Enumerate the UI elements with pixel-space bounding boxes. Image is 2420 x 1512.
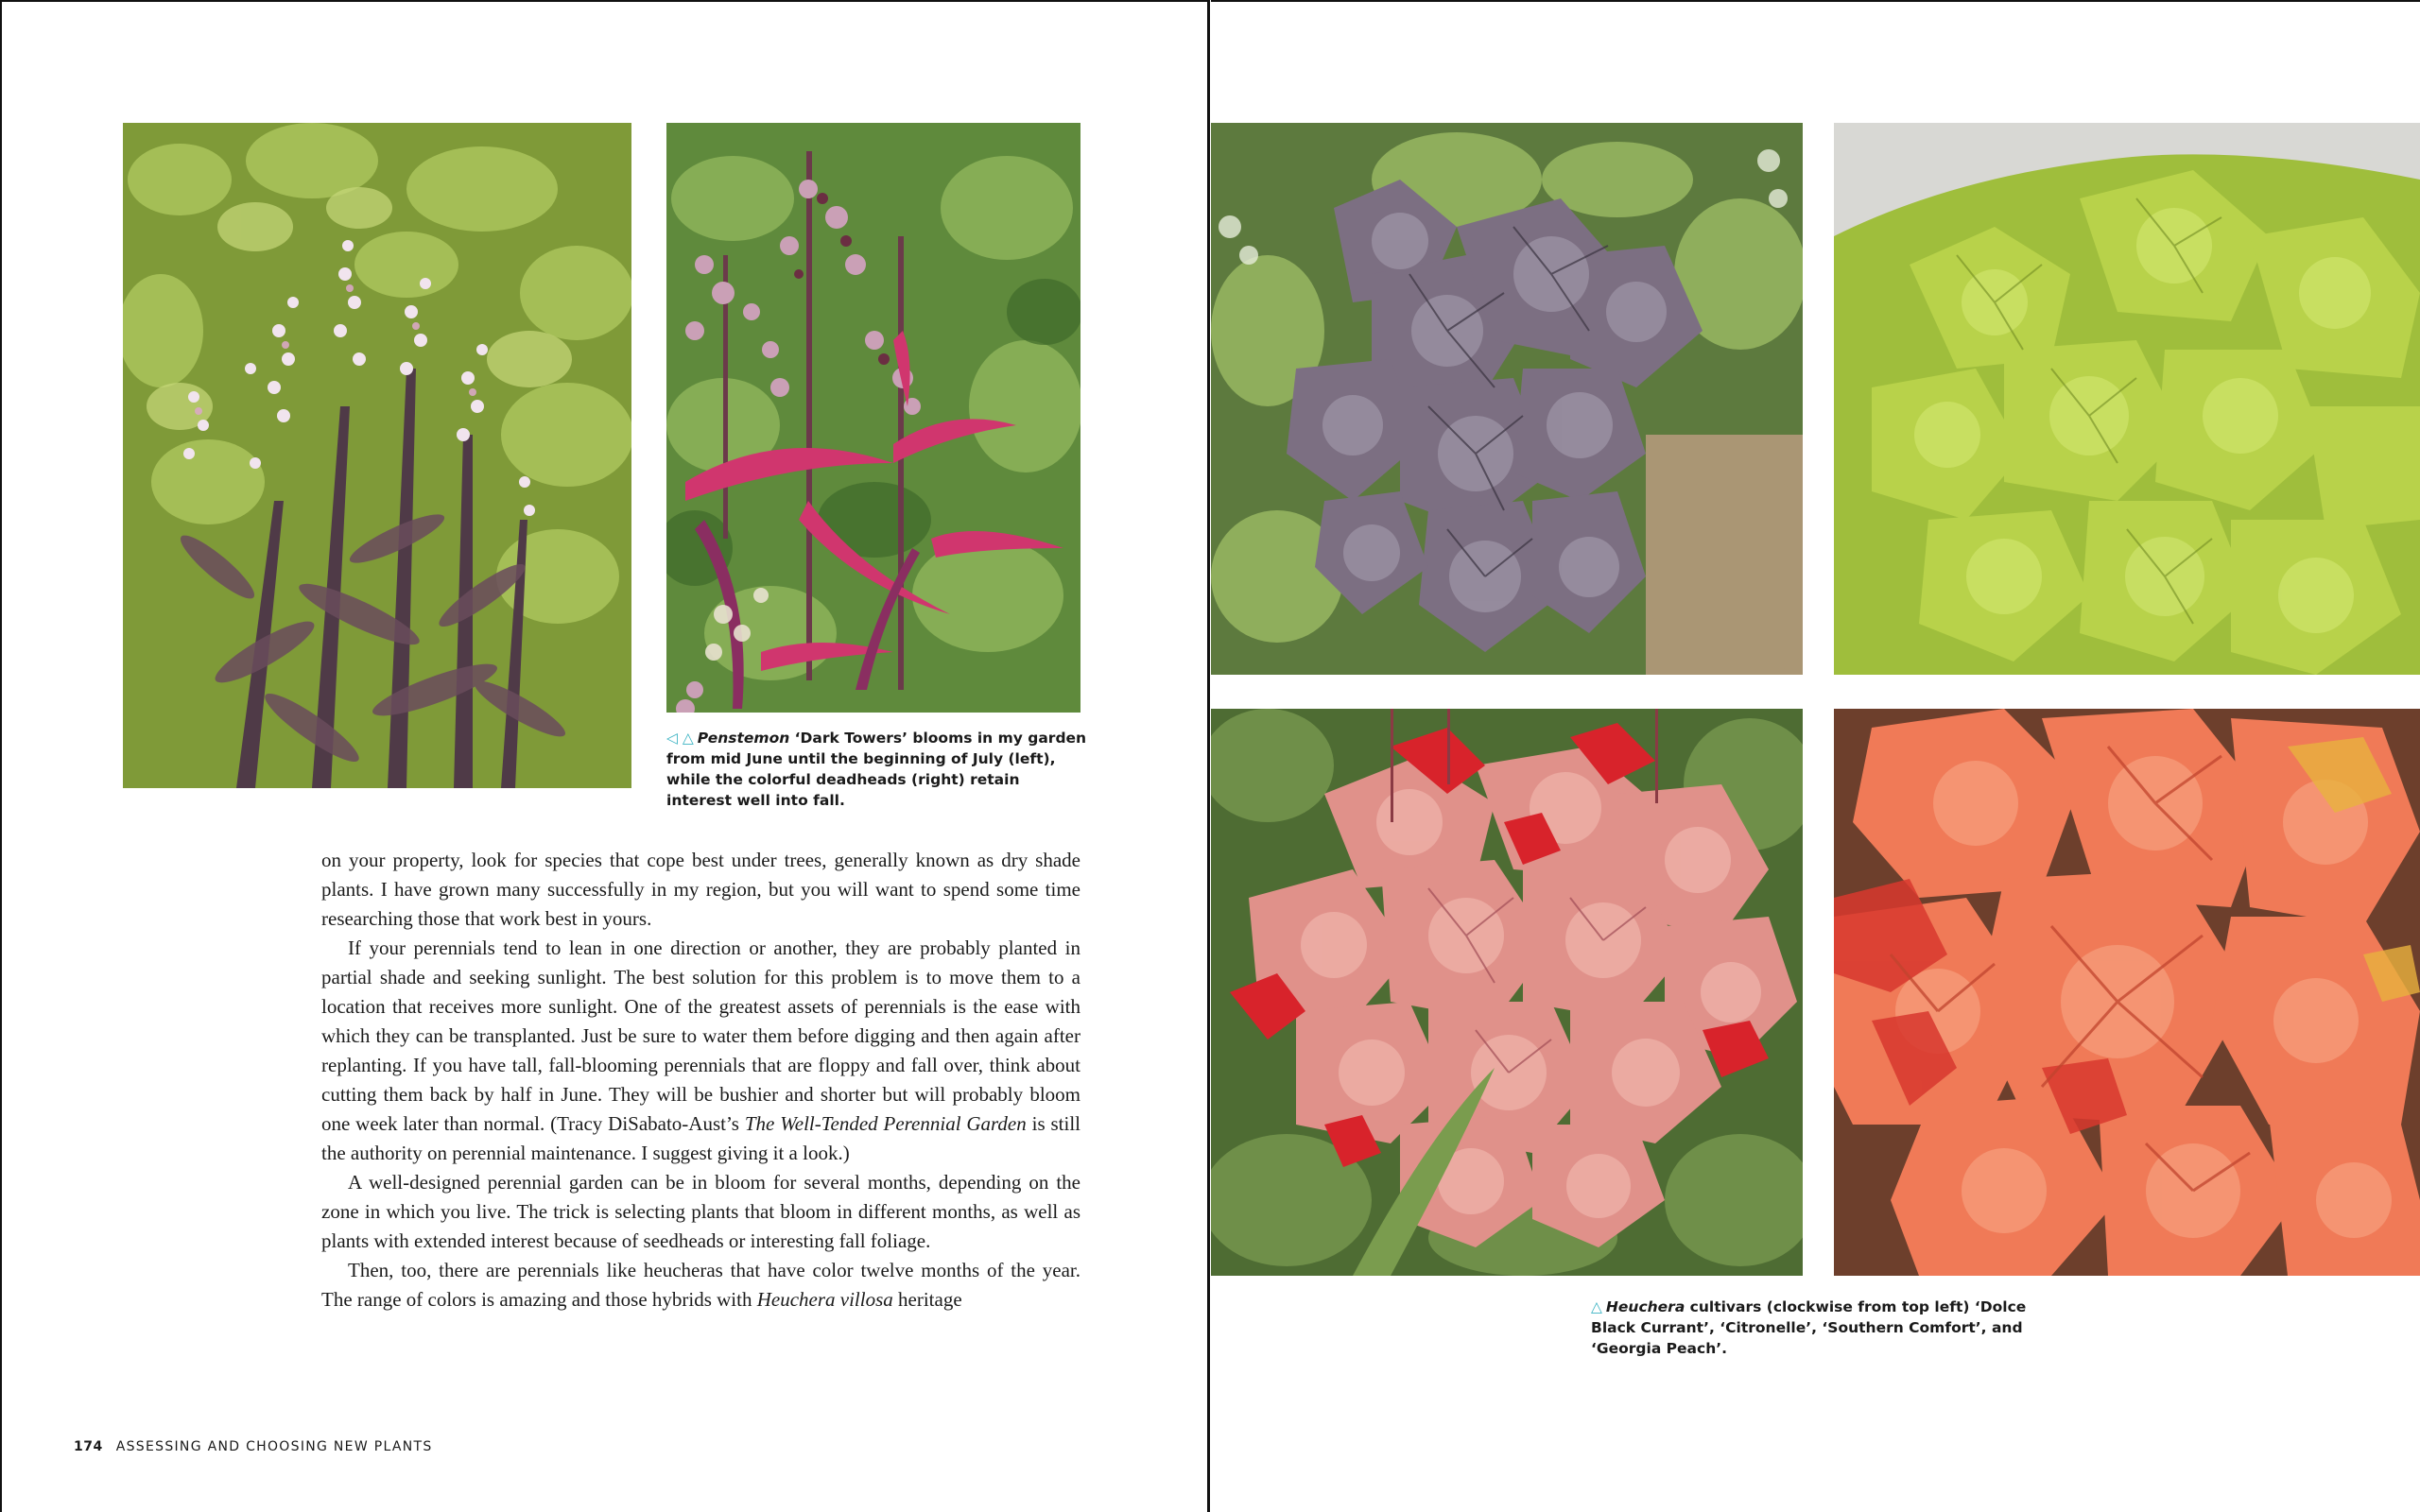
caption-genus: Penstemon xyxy=(697,730,790,747)
photo-southern-comfort xyxy=(1211,709,1803,1276)
caption-triangle-icon: △ xyxy=(1591,1298,1602,1315)
page-footer xyxy=(74,1439,433,1454)
running-head: ASSESSING AND CHOOSING NEW PLANTS xyxy=(115,1439,433,1454)
species-name: Heuchera villosa xyxy=(756,1288,893,1311)
body-text xyxy=(321,846,1080,1314)
gutter-rule xyxy=(1207,0,1210,1512)
left-page xyxy=(0,0,1209,1512)
caption-triangle-icon: ◁ △ xyxy=(666,730,694,747)
paragraph-4: Then, too, there are perennials like heucheras that have color twelve months of the year. The range of colors is amazing and those hybrids with Heuchera villosa heritage xyxy=(321,1259,1080,1311)
photo-citronelle xyxy=(1834,123,2420,675)
paragraph-3: A well-designed perennial garden can be in bloom for several months, depending on the zone in which you live. The trick is selecting plants that bloom in different months, as well as plants with extended interest because of seedheads or interesting fall foliage. xyxy=(321,1171,1080,1252)
caption-text: cultivars (clockwise from top left) ‘Dolce Black Currant’, ‘Citronelle’, ‘Southern Comfort’, and ‘Georgia Peach’. xyxy=(1591,1298,2027,1357)
book-title: The Well-Tended Perennial Garden xyxy=(744,1112,1027,1135)
penstemon-caption xyxy=(666,728,1087,811)
caption-genus: Heuchera xyxy=(1605,1298,1685,1315)
photo-penstemon-blooms xyxy=(123,123,631,788)
paragraph-2: If your perennials tend to lean in one direction or another, they are probably planted in partial shade and seeking sunlight. The best solution for this problem is to move them to a location that receives more sunlight. One of the greatest assets of perennials is the ease with which they can be transplanted. Just be sure to water them before digging and then again after replanting. If you have tall, fall-blooming perennials that are floppy and fall over, think about cutting them back by half in June. They will be bushier and shorter but will probably bloom one week later than normal. (Tracy DiSabato-Aust’s The Well-Tended Perennial Garden is still the authority on perennial maintenance. I suggest giving it a look.) xyxy=(321,936,1080,1164)
page-number: 174 xyxy=(74,1439,103,1454)
caption-text: ‘Dark Towers’ blooms in my garden from mid June until the beginning of July (left), while the colorful deadheads (right) retain interest well into fall. xyxy=(666,730,1087,809)
paragraph-1: on your property, look for species that cope best under trees, generally known as dry shade plants. I have grown many successfully in my region, but you will want to spend some time researching those that work best in yours. xyxy=(321,849,1080,930)
photo-dolce-black-currant xyxy=(1211,123,1803,675)
heuchera-caption xyxy=(1591,1297,2064,1359)
right-page xyxy=(1211,0,2420,1512)
photo-penstemon-deadheads xyxy=(666,123,1080,713)
photo-georgia-peach xyxy=(1834,709,2420,1276)
